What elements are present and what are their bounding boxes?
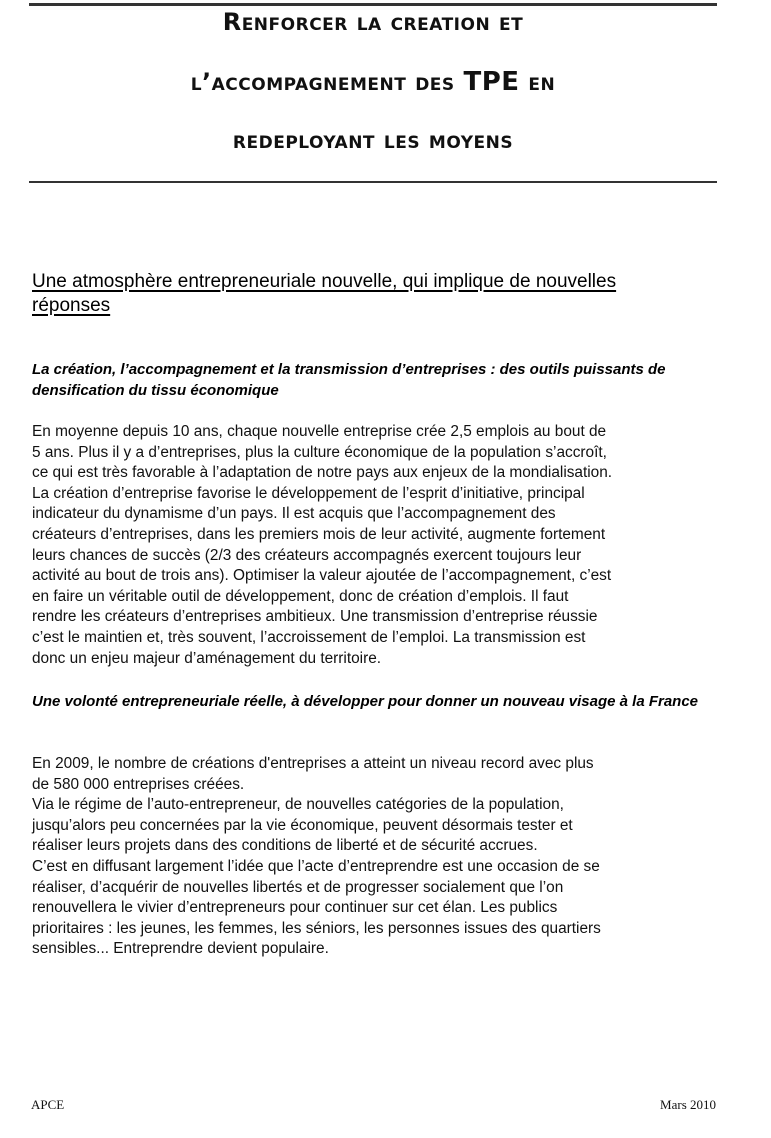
subsection-heading-1: La création, l’accompagnement et la transmission d’entreprises : des outils puissants de densification du tissu économique [32,361,666,399]
paragraph-line: leurs chances de succès (2/3 des créateurs accompagnés exercent toujours leur [32,546,582,564]
paragraph-line: renouvellera le vivier d’entrepreneurs pour continuer sur cet élan. Les publics [32,899,558,917]
paragraph-line: jusqu’alors peu concernées par la vie économique, peuvent désormais tester et [32,816,573,834]
title-top-rule [29,3,717,6]
subsection-heading-2: Une volonté entrepreneuriale réelle, à développer pour donner un nouveau visage à la France [32,693,699,710]
title-line-2 [29,67,717,97]
paragraph-line: prioritaires : les jeunes, les femmes, les séniors, les personnes issues des quartiers [32,919,601,937]
paragraph-line: de 580 000 entreprises créées. [32,775,245,793]
paragraph-line: En 2009, le nombre de créations d'entreprises a atteint un niveau record avec plus [32,755,594,772]
paragraph-line: ce qui est très favorable à l’adaptation de notre pays aux enjeux de la mondialisation. [32,464,613,482]
title-line-1: Renforcer la creation et [222,8,524,36]
paragraph-line: rendre les créateurs d’entreprises ambitieux. Une transmission d’entreprise réussie [32,608,598,626]
paragraph-line: réaliser, d’acquérir de nouvelles libertés et de progresser socialement que l’on [32,878,564,896]
title-line-3: redeployant les moyens [232,126,514,154]
paragraph-1 [32,422,732,669]
title-line-2-prefix: l’accompagnement des [190,68,464,96]
footer-date: Mars 2010 [660,1097,716,1112]
title-bottom-rule [29,181,717,183]
paragraph-line: donc un enjeu majeur d’aménagement du territoire. [32,649,382,667]
footer-organization: APCE [31,1097,65,1112]
title-acronym: TPE [463,67,520,97]
paragraph-line: c’est le maintien et, très souvent, l’accroissement de l’emploi. La transmission est [32,628,586,646]
paragraph-line: réaliser leurs projets dans des conditions de liberté et de sécurité accrues. [32,837,538,855]
paragraph-line: C’est en diffusant largement l’idée que l’acte d’entreprendre est une occasion de se [32,857,600,875]
section-heading: Une atmosphère entrepreneuriale nouvelle, qui implique de nouvelles réponses [32,271,617,316]
title-line-2-suffix: en [519,68,556,96]
paragraph-2 [32,754,732,960]
paragraph-line: Via le régime de l’auto-entrepreneur, de nouvelles catégories de la population, [32,796,564,814]
paragraph-line: La création d’entreprise favorise le développement de l’esprit d’initiative, principal [32,484,585,502]
paragraph-line: indicateur du dynamisme d’un pays. Il est acquis que l’accompagnement des [32,505,556,523]
paragraph-line: 5 ans. Plus il y a d’entreprises, plus la culture économique de la population s’accroît, [32,443,607,461]
paragraph-line: En moyenne depuis 10 ans, chaque nouvelle entreprise crée 2,5 emplois au bout de [32,423,607,440]
paragraph-line: sensibles... Entreprendre devient populaire. [32,940,329,958]
paragraph-line: créateurs d’entreprises, dans les premiers mois de leur activité, augmente fortement [32,525,606,543]
paragraph-line: activité au bout de trois ans). Optimiser la valeur ajoutée de l’accompagnement, c’est [32,567,612,585]
paragraph-line: en faire un véritable outil de développement, donc de création d’emplois. Il faut [32,587,569,605]
